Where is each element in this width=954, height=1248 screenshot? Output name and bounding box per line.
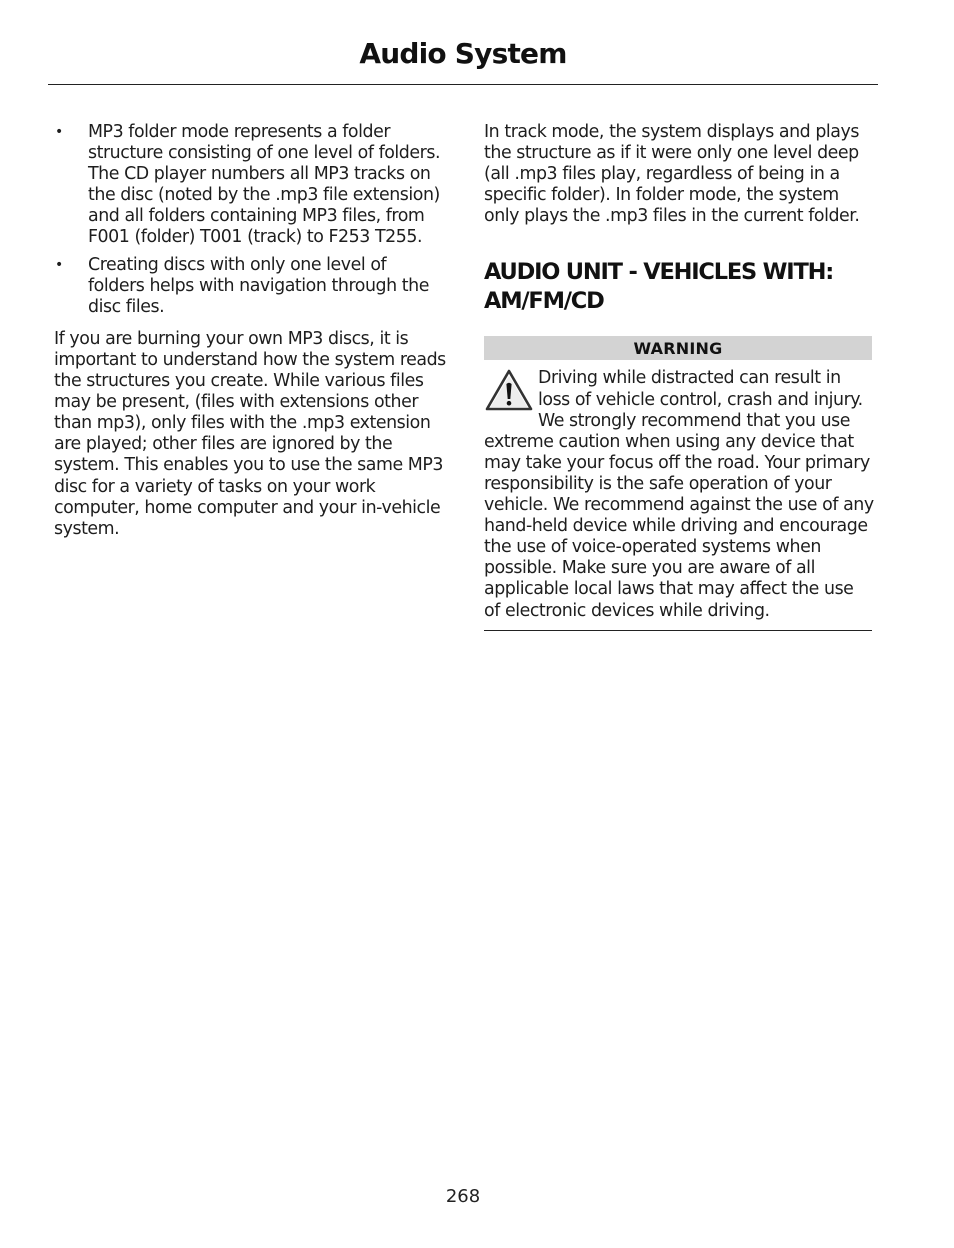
section-heading: AUDIO UNIT - VEHICLES WITH: AM/FM/CD (484, 259, 834, 315)
list-item (54, 255, 446, 318)
bullet-list (54, 122, 446, 318)
warning-triangle-icon (484, 368, 534, 412)
list-item-text: MP3 folder mode represents a folder structure consisting of one level of folders. The CD player numbers all MP3 tracks on the disc (noted by the .mp3 file extension) and all folders containing MP3 files, from F001 (folder) T001 (track) to F253 T255. (88, 122, 441, 248)
page-number: 268 (445, 1186, 481, 1207)
warning-text: Driving while distracted can result in loss of vehicle control, crash and injury. We strongly recommend that you use extreme caution when using any device that may take your focus off the road. Your primary responsibility is the safe operation of your vehicle. We recommend against the use of any hand-held device while driving and encourage the use of voice-operated systems when possible. Make sure you are aware of all applicable local laws that may affect the use of electronic devices while driving. (484, 368, 874, 621)
list-item (54, 122, 446, 249)
right-column (484, 122, 874, 631)
bullet-icon: • (55, 124, 63, 140)
bullet-icon: • (55, 256, 63, 273)
title-divider (48, 84, 878, 85)
left-column (54, 122, 446, 540)
body-paragraph: If you are burning your own MP3 discs, it is important to understand how the system reads the structures you create. While various files may be present, (files with extensions other than mp3), only files with the .mp3 extension are played; other files are ignored by the system. This enables you to use the same MP3 disc for a variety of tasks on your work computer, home computer and your in-vehicle system. (54, 328, 446, 539)
body-paragraph: In track mode, the system displays and plays the structure as if it were only one level deep (all .mp3 files play, regardless of being in a specific folder). In folder mode, the system only plays the .mp3 files in the current folder. (484, 122, 860, 227)
warning-divider (484, 630, 872, 631)
warning-label: WARNING (484, 336, 872, 360)
page-title: Audio System (359, 37, 567, 70)
list-item-text: Creating discs with only one level of folders helps with navigation through the disc files. (88, 254, 429, 317)
warning-box (484, 368, 874, 621)
